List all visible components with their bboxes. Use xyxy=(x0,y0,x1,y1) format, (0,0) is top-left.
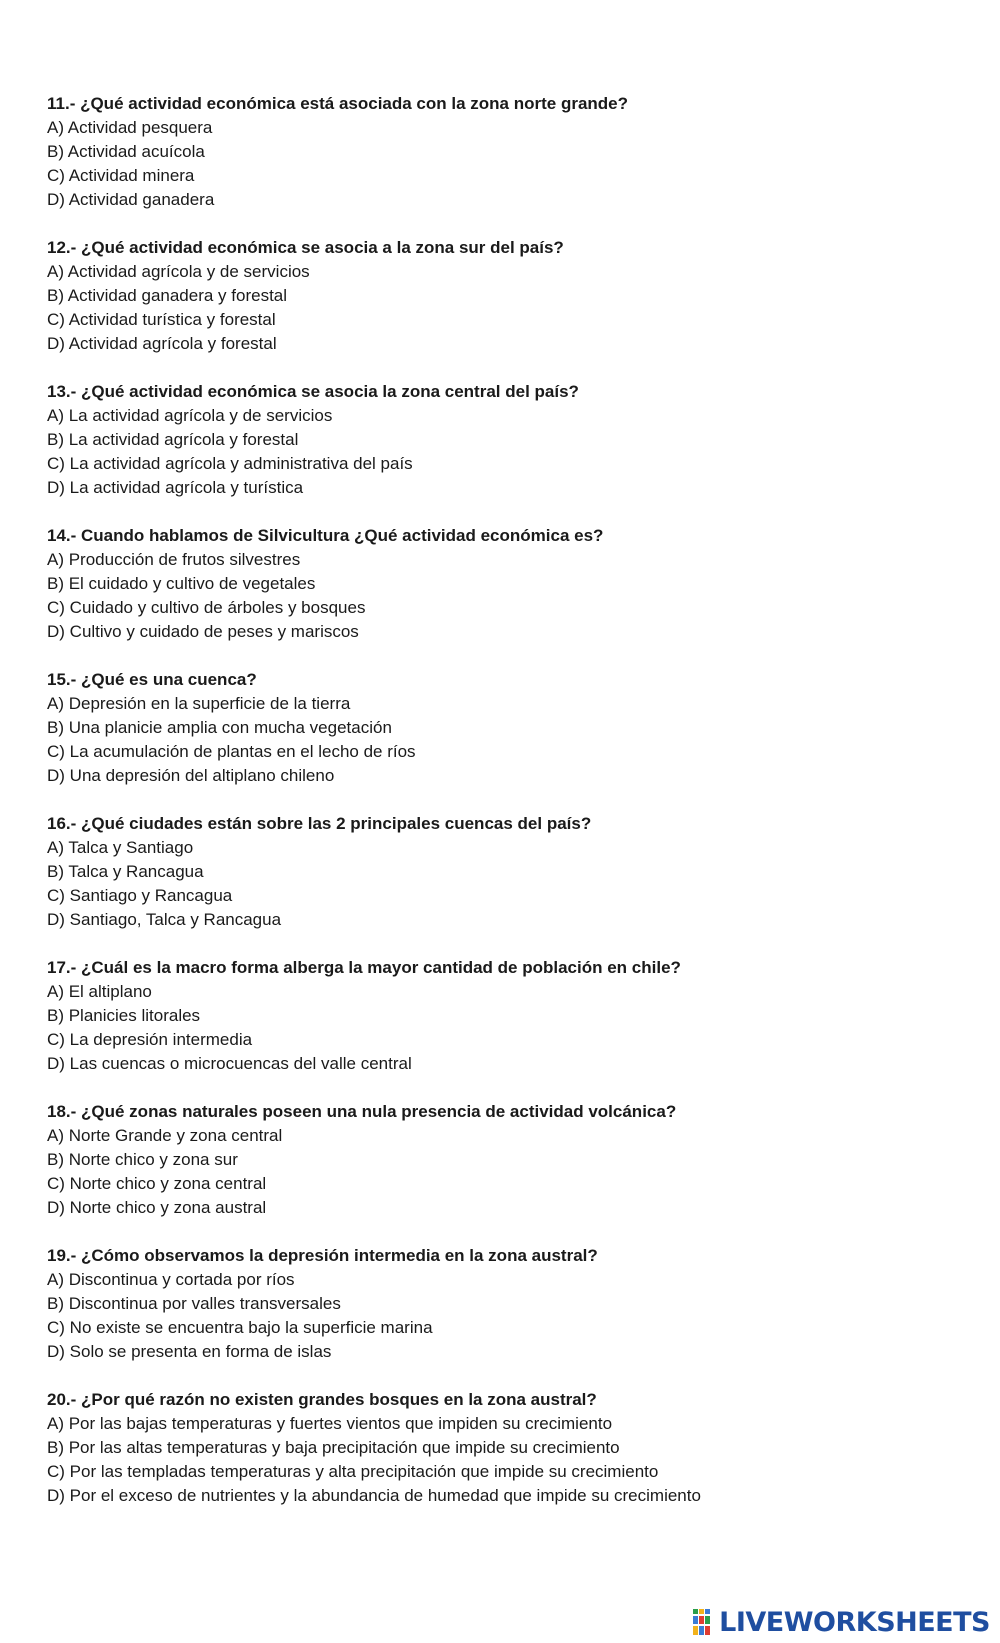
answer-option: A) Depresión en la superficie de la tierra xyxy=(47,694,351,713)
answer-option: D) Santiago, Talca y Rancagua xyxy=(47,910,282,929)
answer-option: A) El altiplano xyxy=(47,982,152,1001)
answer-option: C) Cuidado y cultivo de árboles y bosques xyxy=(47,598,366,617)
answer-option: D) La actividad agrícola y turística xyxy=(47,478,304,497)
answer-option: B) Planicies litorales xyxy=(47,1006,201,1025)
answer-option: C) Actividad minera xyxy=(47,166,195,185)
answer-option: B) Norte chico y zona sur xyxy=(47,1150,238,1169)
answer-option: D) Una depresión del altiplano chileno xyxy=(47,766,335,785)
answer-option: C) No existe se encuentra bajo la superficie marina xyxy=(47,1318,433,1337)
question-block xyxy=(47,92,947,212)
answer-option: C) La depresión intermedia xyxy=(47,1030,253,1049)
answer-option: A) Producción de frutos silvestres xyxy=(47,550,301,569)
worksheet-page xyxy=(47,92,947,1532)
answer-option: C) Actividad turística y forestal xyxy=(47,310,276,329)
question-block xyxy=(47,1100,947,1220)
question-title: 12.- ¿Qué actividad económica se asocia a la zona sur del país? xyxy=(47,238,564,257)
answer-option: A) Norte Grande y zona central xyxy=(47,1126,283,1145)
question-block xyxy=(47,524,947,644)
answer-option: C) La acumulación de plantas en el lecho de ríos xyxy=(47,742,416,761)
question-title: 19.- ¿Cómo observamos la depresión intermedia en la zona austral? xyxy=(47,1246,598,1265)
answer-option: A) Discontinua y cortada por ríos xyxy=(47,1270,295,1289)
answer-option: A) Actividad pesquera xyxy=(47,118,213,137)
answer-option: D) Las cuencas o microcuencas del valle central xyxy=(47,1054,412,1073)
question-title: 17.- ¿Cuál es la macro forma alberga la mayor cantidad de población en chile? xyxy=(47,958,681,977)
answer-option: B) El cuidado y cultivo de vegetales xyxy=(47,574,316,593)
answer-option: D) Por el exceso de nutrientes y la abundancia de humedad que impide su crecimiento xyxy=(47,1486,701,1505)
liveworksheets-logo xyxy=(693,1607,990,1637)
answer-option: B) Discontinua por valles transversales xyxy=(47,1294,341,1313)
answer-option: B) Actividad acuícola xyxy=(47,142,205,161)
question-list xyxy=(47,92,947,1508)
question-title: 14.- Cuando hablamos de Silvicultura ¿Qué actividad económica es? xyxy=(47,526,604,545)
answer-option: C) Por las templadas temperaturas y alta precipitación que impide su crecimiento xyxy=(47,1462,659,1481)
answer-option: D) Solo se presenta en forma de islas xyxy=(47,1342,332,1361)
answer-option: D) Cultivo y cuidado de peses y mariscos xyxy=(47,622,359,641)
question-block xyxy=(47,812,947,932)
answer-option: B) Por las altas temperaturas y baja precipitación que impide su crecimiento xyxy=(47,1438,620,1457)
answer-option: D) Norte chico y zona austral xyxy=(47,1198,267,1217)
question-title: 15.- ¿Qué es una cuenca? xyxy=(47,670,257,689)
question-block xyxy=(47,236,947,356)
question-title: 18.- ¿Qué zonas naturales poseen una nula presencia de actividad volcánica? xyxy=(47,1102,677,1121)
question-block xyxy=(47,956,947,1076)
answer-option: B) La actividad agrícola y forestal xyxy=(47,430,299,449)
answer-option: B) Actividad ganadera y forestal xyxy=(47,286,288,305)
answer-option: C) La actividad agrícola y administrativa del país xyxy=(47,454,413,473)
answer-option: D) Actividad agrícola y forestal xyxy=(47,334,277,353)
question-block xyxy=(47,1388,947,1508)
liveworksheets-logo-text: LIVEWORKSHEETS xyxy=(719,1606,990,1638)
question-title: 11.- ¿Qué actividad económica está asociada con la zona norte grande? xyxy=(47,94,629,113)
answer-option: B) Una planicie amplia con mucha vegetación xyxy=(47,718,392,737)
answer-option: A) Por las bajas temperaturas y fuertes vientos que impiden su crecimiento xyxy=(47,1414,613,1433)
answer-option: D) Actividad ganadera xyxy=(47,190,215,209)
question-block xyxy=(47,1244,947,1364)
answer-option: A) Actividad agrícola y de servicios xyxy=(47,262,310,281)
answer-option: C) Santiago y Rancagua xyxy=(47,886,233,905)
answer-option: C) Norte chico y zona central xyxy=(47,1174,267,1193)
answer-option: A) Talca y Santiago xyxy=(47,838,194,857)
question-title: 20.- ¿Por qué razón no existen grandes bosques en la zona austral? xyxy=(47,1390,597,1409)
question-block xyxy=(47,668,947,788)
question-title: 16.- ¿Qué ciudades están sobre las 2 principales cuencas del país? xyxy=(47,814,592,833)
liveworksheets-logo-icon xyxy=(693,1609,715,1635)
question-block xyxy=(47,380,947,500)
answer-option: B) Talca y Rancagua xyxy=(47,862,204,881)
answer-option: A) La actividad agrícola y de servicios xyxy=(47,406,333,425)
question-title: 13.- ¿Qué actividad económica se asocia la zona central del país? xyxy=(47,382,579,401)
